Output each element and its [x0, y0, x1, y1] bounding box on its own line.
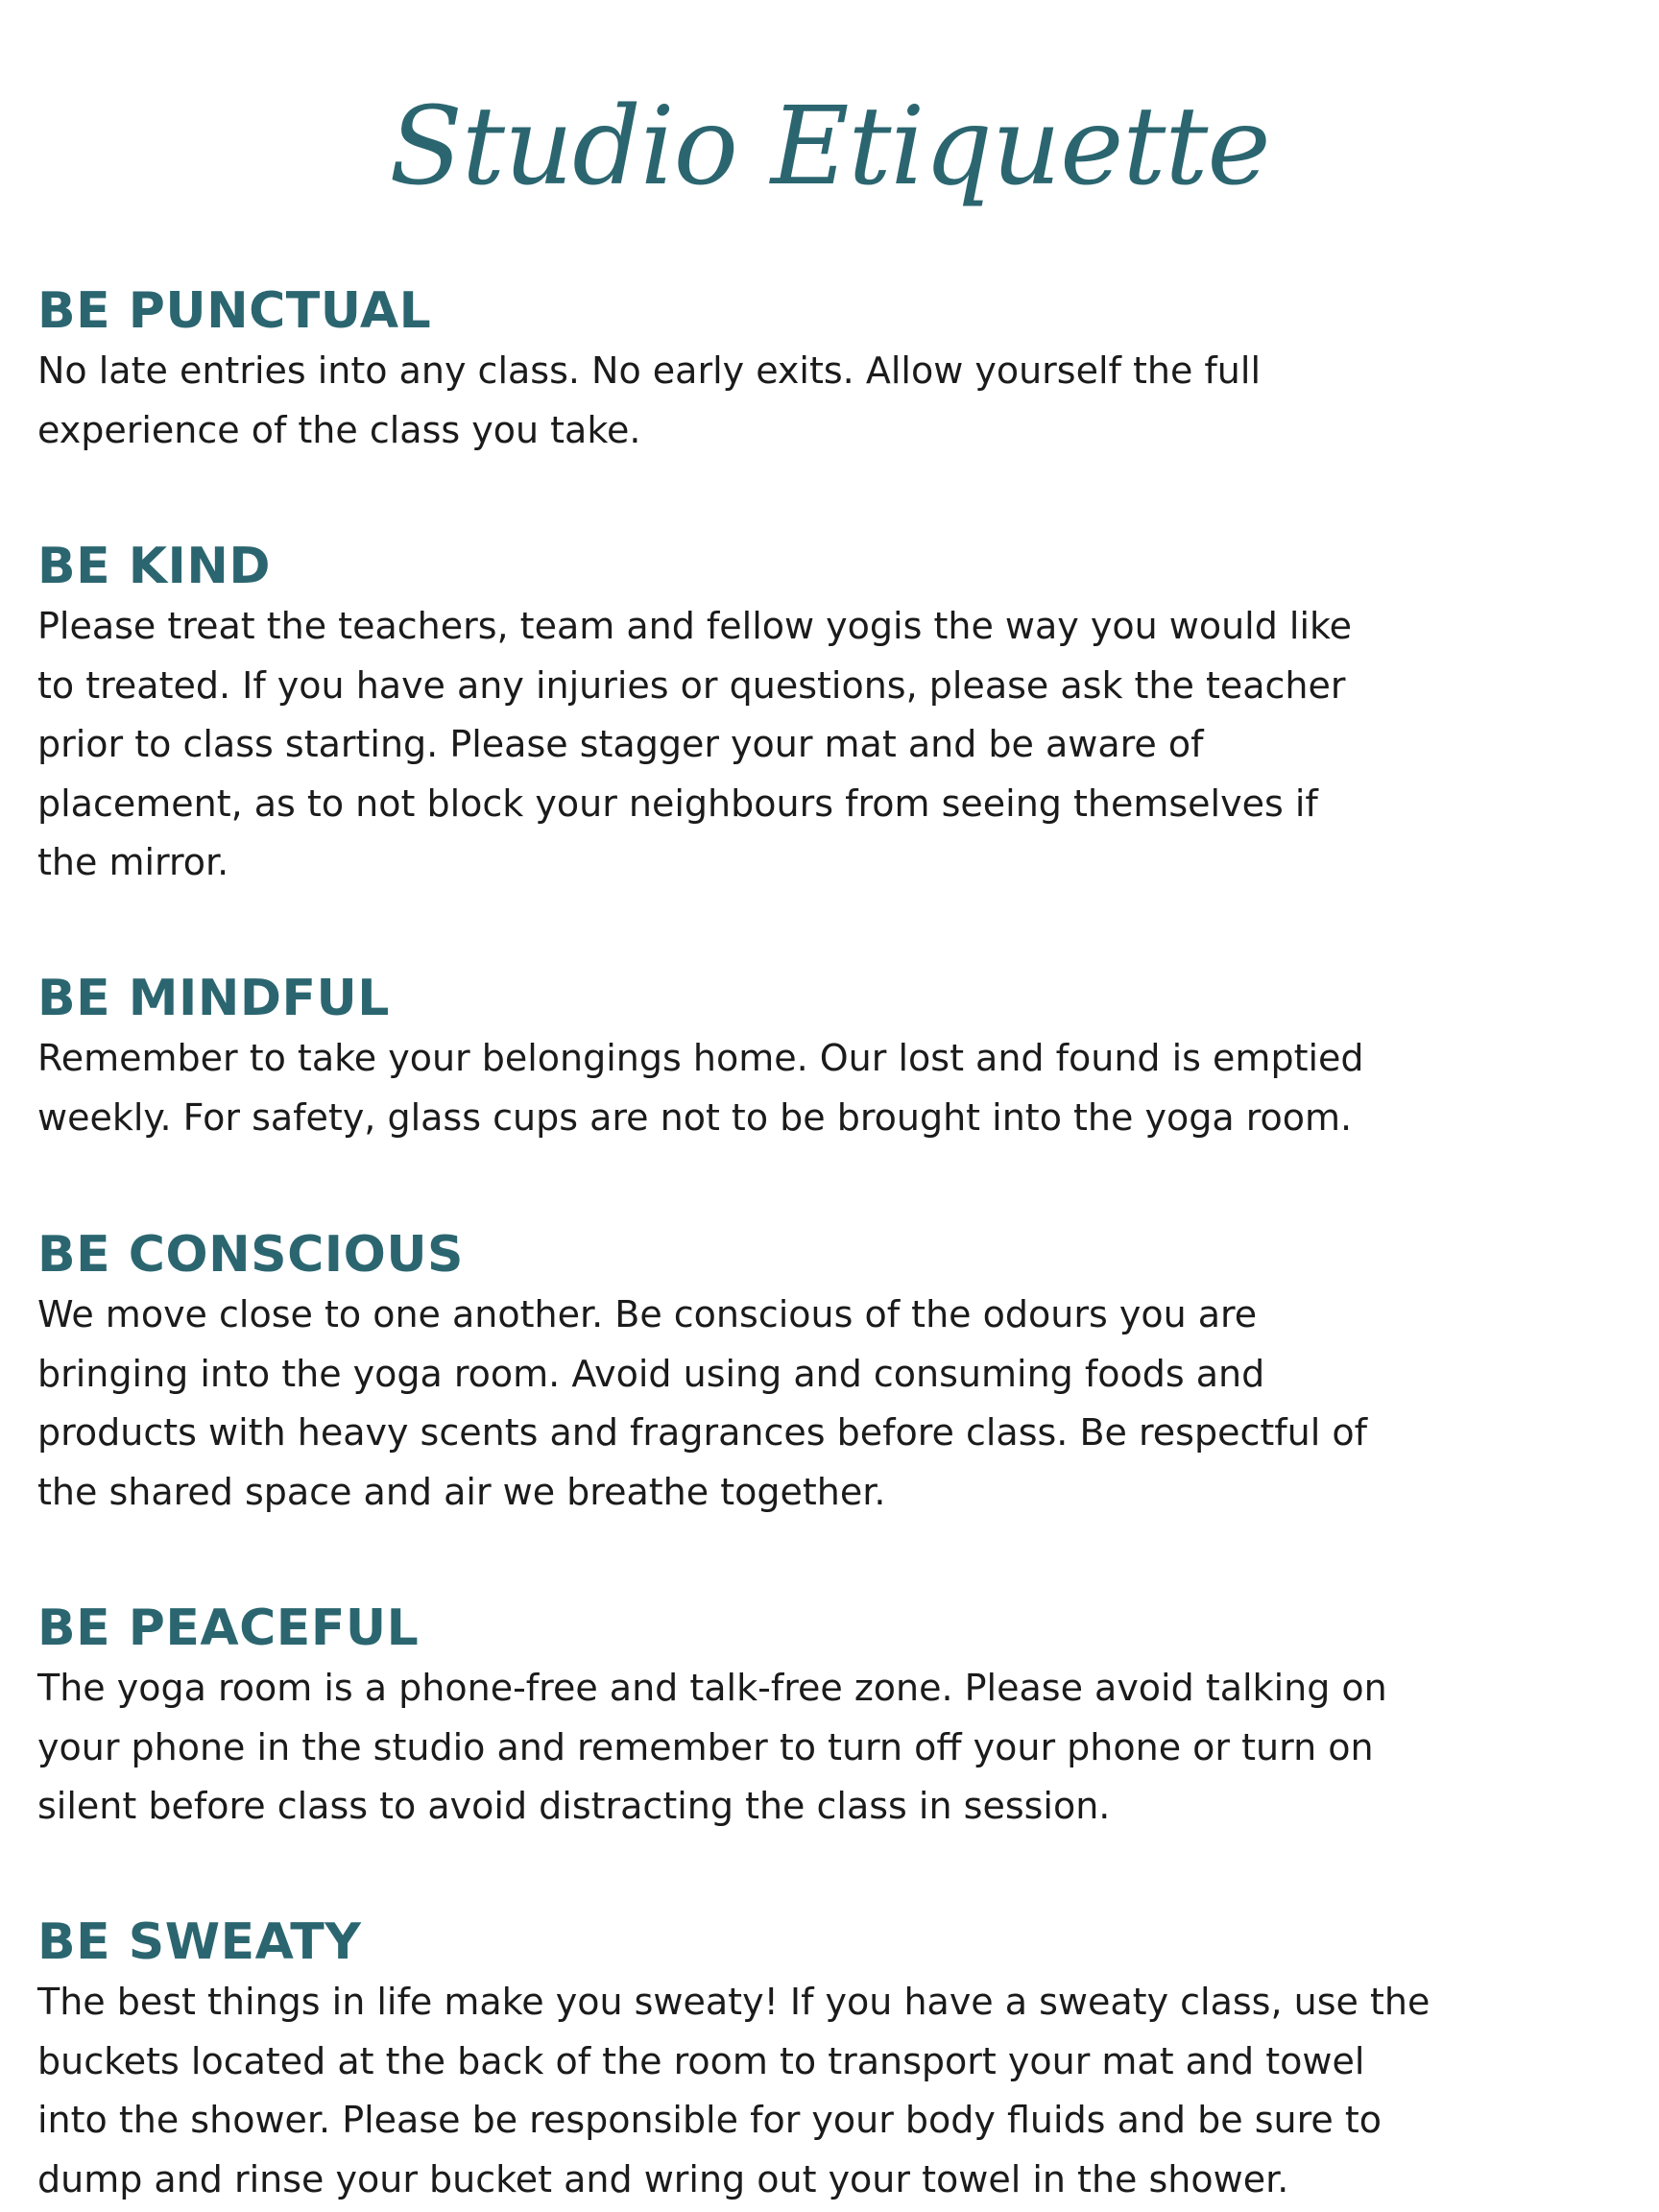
body-line: the mirror. — [37, 841, 229, 883]
section-be-sweaty — [37, 1911, 1631, 2209]
body-line: No late entries into any class. No early exits. Allow yourself the full — [37, 349, 1262, 392]
section-be-mindful — [37, 968, 1631, 1147]
body-line: The best things in life make you sweaty! If you have a sweaty class, use the — [37, 1981, 1431, 2023]
section-body — [37, 1029, 1631, 1147]
body-line: Please treat the teachers, team and fellow yogis the way you would like — [37, 605, 1353, 647]
body-line: bringing into the yoga room. Avoid using and consuming foods and — [37, 1352, 1265, 1395]
body-line: Remember to take your belongings home. Our lost and found is emptied — [37, 1037, 1364, 1079]
body-line: the shared space and air we breathe together. — [37, 1470, 886, 1513]
body-line: products with heavy scents and fragrances before class. Be respectful of — [37, 1411, 1367, 1454]
body-line: buckets located at the back of the room to transport your mat and towel — [37, 2039, 1365, 2082]
section-heading: BE MINDFUL — [37, 970, 390, 1027]
body-line: silent before class to avoid distracting the class in session. — [37, 1785, 1111, 1827]
body-line: your phone in the studio and remember to turn off your phone or turn on — [37, 1725, 1374, 1768]
section-body — [37, 597, 1631, 893]
page-title: Studio Etiquette — [389, 84, 1270, 209]
body-line: The yoga room is a phone-free and talk-free zone. Please avoid talking on — [37, 1667, 1387, 1709]
section-body — [37, 1286, 1631, 1522]
body-line: into the shower. Please be responsible for your body fluids and be sure to — [37, 2099, 1382, 2141]
section-body — [37, 1973, 1631, 2209]
section-body — [37, 1659, 1631, 1837]
section-heading: BE PEACEFUL — [37, 1599, 420, 1657]
body-line: prior to class starting. Please stagger your mat and be aware of — [37, 723, 1204, 765]
section-heading: BE CONSCIOUS — [37, 1226, 464, 1284]
section-body — [37, 342, 1631, 460]
section-heading: BE SWEATY — [37, 1913, 362, 1971]
section-be-punctual — [37, 280, 1631, 460]
body-line: weekly. For safety, glass cups are not to be brought into the yoga room. — [37, 1095, 1353, 1139]
section-be-peaceful — [37, 1598, 1631, 1837]
body-line: We move close to one another. Be conscious of the odours you are — [37, 1293, 1258, 1335]
section-be-conscious — [37, 1224, 1631, 1522]
section-heading: BE KIND — [37, 538, 272, 595]
body-line: to treated. If you have any injuries or questions, please ask the teacher — [37, 663, 1346, 707]
body-line: placement, as to not block your neighbours from seeing themselves if — [37, 781, 1318, 825]
section-be-kind — [37, 536, 1631, 893]
section-heading: BE PUNCTUAL — [37, 282, 432, 340]
body-line: experience of the class you take. — [37, 408, 641, 451]
body-line: dump and rinse your bucket and wring out your towel in the shower. — [37, 2157, 1289, 2200]
